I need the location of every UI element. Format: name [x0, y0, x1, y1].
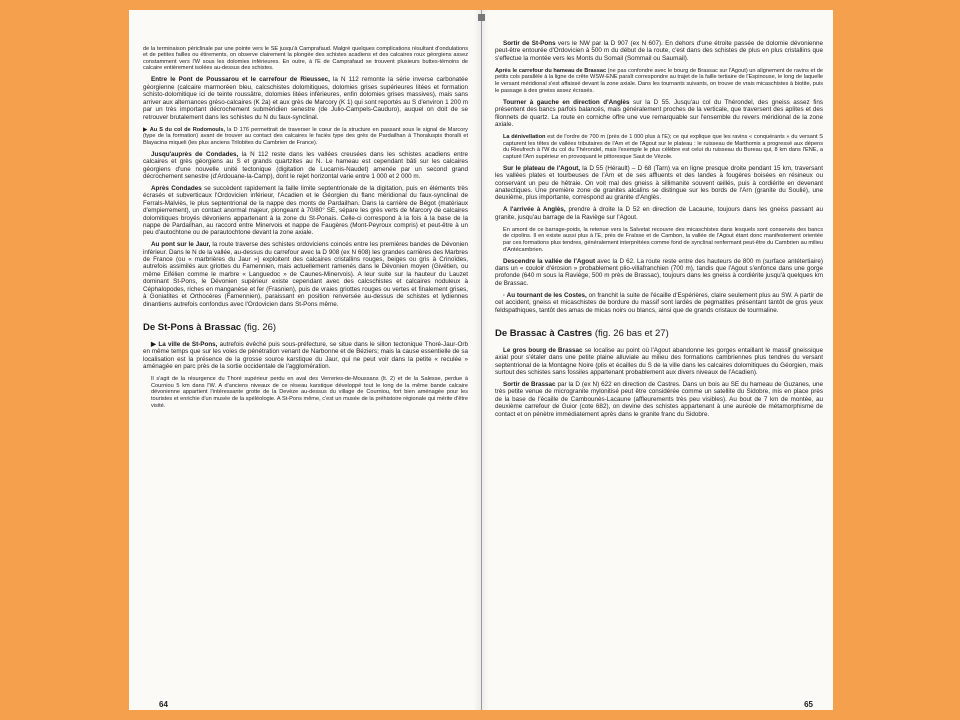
paragraph-lead: Après le carrefour du hameau de Brassac	[495, 67, 607, 74]
paragraph	[495, 292, 823, 314]
paragraph-text: on franchit la suite de l'écaille d'Espérières, claire seulement plus au SW. A partir de cet accident, gneiss et micaschistes de bordure du massif sont lardés de pegmatites présentant tantôt de gros yeux feldspathiques, tantôt des amas de micas noirs ou blancs, ainsi que de grands cristaux de tourmaline.	[495, 291, 823, 314]
paragraph-text: la N 112 remonte la série inverse carbonatée géorgienne (calcaire marmoréen bleu, calcschistes dolomitiques, dolomies grises supérieures litées et formation schisto-dolomitique ici de teinte roussâtre, dolomies litées inférieures, enfin dolomies grises massives), mais sans arriver aux alternances grésо-calcaires (K 2a) et aux grès de Marcory (K 1) qui sont reportés au S d'environ 1 200 m par un très important décrochement subméridien senestre (de Julio-Campels-Cauduro), auquel on doit de se retrouver brutalement dans les schistes du N du faux-synclinal.	[143, 76, 468, 121]
paragraph-lead: Après Condades	[151, 184, 202, 192]
paragraph	[495, 40, 823, 62]
paragraph-text: avec la D 62. La route reste entre des hauteurs de 800 m (surface antétertiaire) dans un « couloir d'érosion » probablement plio-villafranchien (700 m), tandis que l'Agout s'enfonce dans une gorge profonde (640 m sous la Raviège, 500 m près de Brassac), toujours dans les gneiss à cordiérite jusqu'à quelques km de Brassac.	[495, 257, 823, 287]
section-heading	[495, 328, 823, 339]
paragraph	[143, 46, 468, 72]
paragraph-lead: ▶ Au S du col de Rodomouls,	[143, 126, 226, 133]
paragraph-text: sur la D 55. Jusqu'au col du Thérondel, des gneiss assez fins présentent des bancs parfois balancés, mais généralement proches de la verticale, que traversent des aplites et des filonnets de quartz. La route en corniche offre une vue remarquable sur l'ensemble du revers méridional de la zone axiale.	[495, 98, 823, 128]
paragraph-lead: Au pont sur le Jaur,	[151, 241, 211, 249]
paragraph-text: se localise au point où l'Agout abandonne les gorges entaillant le massif gneissique axial pour s'étaler dans une petite plaine alluviale au milieu des formations cambriennes plus tendres du versant septentrional de la Montagne Noire (plis et écailles du S de la ville dans les calcaires dolomitiques du Géorgien, mais surtout des schistes sans fossiles appartenant probablement aux divers niveaux de l'Acadien).	[495, 346, 823, 377]
scanned-book-spread	[129, 10, 833, 710]
paragraph-lead: · Au tournant de les Costes,	[503, 291, 587, 299]
paragraph-text: Il s'agit de la résurgence du Thoré supérieur perdu en aval des Verreries-de-Moussans (lt. 2) et de la Salesse, perdue à Courniou 5 km dans l'W. A d'anciens niveaux de ce réseau karstique développé tout le long de la même bande calcaire dévonienne appartient l'intéressante grotte de la Devèze au-dessus du village de Courniou, fort bien aménagée pour les touristes et enrichie d'un musée de la spéléologie. A St-Pons même, c'est un musée de la préhistoire régionale qui mérite d'être visité.	[151, 376, 468, 409]
paragraph-lead: La dénivellation	[503, 133, 546, 140]
paragraph-text: de la terminaison périclinale par une pointe vers le SE jusqu'à Camprafaud. Malgré quelques complications résultant d'ondulations et de petites failles ou étirements, on observe clairement la plongée des schistes acadiens et des calcaires roux géorgiens assez constamment vers l'W sous les dolomies inférieures. En outre, à l'E de Camprafaud se trouvent plusieurs buttes-témoins de calcaire entièrement isolées au-dessus des schistes.	[143, 45, 468, 72]
section-heading	[143, 322, 468, 333]
paragraph-lead: Sortir de St-Pons	[503, 40, 556, 47]
left-page-text	[143, 10, 468, 409]
paragraph	[143, 151, 468, 181]
paragraph-text: la route traverse des schistes ordoviciens coincés entre les premières bandes de Dévonien inférieur. Dans le N de la vallée, au-dessus du carrefour avec la D 908 (ex N 608) les grandes carrières des Marbres de France (ou « marbrières du Jaur ») exploitent des calcaires cristallins rouges, beiges ou gris à Crinoïdes, autrefois assimilés aux griottes du Famennien, mais actuellement ramenés dans le Dévonien moyen (Givétien, ou même Eifélien comme le marbre « Languedoc » de Caunes-Minervois). A leur suite sur la hauteur du Lauzet dominant St-Pons, le Dévonien supérieur existe cependant avec des calcschistes et calcaires noduleux à Céphalopodes, riches en manganèse et fer (Frasnien), puis de vraies griottes rouges ou vertes et finalement grises, à Goniatites et Orthocères (Famennien), paraissant en position renversée au-dessus de schistes et lydiennes dinantiens autrefois confondus avec l'Ordovicien dans St-Pons même.	[143, 241, 468, 308]
right-page	[495, 10, 823, 710]
paragraph-text: est de l'ordre de 700 m (près de 1 000 plus à l'E); ce qui explique que les ravins « conquérants » du versant S capturent les têtes de vallées tributaires de l'Arn et de l'Agout sur le plateau : le ruisseau de Marthomis a progressé aux dépens du Rieufrech à l'W du col du Thérondel, mais l'exemple le plus célèbre est celui du ruisseau du Bureau qui, 8 km dans l'ENE, a capturé l'Arn supérieur en provoquant le pittoresque Saut de Vèzole.	[503, 133, 823, 160]
paragraph-lead: Sortir de Brassac	[503, 381, 556, 389]
paragraph-lead: Descendre la vallée de l'Agout	[503, 257, 596, 265]
paragraph	[143, 241, 468, 308]
paragraph-text: autrefois évêché puis sous-préfecture, se situe dans le sillon tectonique Thoré-Jaur-Orb en même temps que sur les voies de pénétration venant de Narbonne et de Béziers; mais la cause essentielle de sa localisation est la présence de la grosse source karstique du Jaur, qui ne peut voir dans la petite « reculée » aménagée en parc près de la sortie occidentale de l'agglomération.	[143, 340, 468, 371]
paragraph	[495, 68, 823, 94]
paragraph-lead: A l'arrivée à Anglès,	[503, 206, 566, 214]
binding-mark	[478, 14, 485, 21]
paragraph-lead: Tourner à gauche en direction d'Anglès	[503, 98, 630, 106]
paragraph-text: se succèdent rapidement la faille limite septentrionale de la digitation, puis en éléments très écrasés et subverticaux l'Ordovicien inférieur, l'Acadien et le Géorgien du flanc méridional du faux-synclinal de Ferrals-Malviès, le plus septentrional de la nappe des monts de Pardailhan. Dans la carrière de Bégot (matériaux d'empierrement), un contact anormal majeur, plongeant à 70/80° SE, sépare les grès verts de Marcory de calcaires dolomitiques broyés dévoniens appartenant à la zone du St-Ponais. Celle-ci correspond à la fois à la base de la nappe de Pardailhan, au raccord entre Minervois et nappe de Faugères (Mont-Peyroux compris) et peut-être à un peu d'autochtone ou de parautochtone devant la zone axiale.	[143, 184, 468, 237]
paragraph-lead: Sur le plateau de l'Agout,	[503, 164, 581, 172]
paragraph-text: la D 176 permettrait de traverser le cœur de la structure en passant sous le signal de Marcory (type de la formation) avant de trouver au contact des calcaires le faciès type des grès de Pardailhan à Thoraluspis thoralli et Blayacina miqueli (les plus anciens Trilobites du Cambrien de France).	[143, 126, 468, 146]
paragraph	[143, 341, 468, 371]
paragraph	[495, 381, 823, 418]
paragraph	[143, 185, 468, 237]
paragraph-text: la N 112 reste dans les vallées creusées dans les schistes acadiens entre calcaires et grès géorgiens au S et grands quartzites au N. Le hameau est cependant bâti sur les calcaires géorgiens d'une nouvelle unité tectonique (digitation de Lucarnis-Naudet) amenée par un second grand décrochement senestre (d'Ardouane-la-Camp), dont le rejet horizontal varie entre 1 000 et 2 000 m.	[143, 150, 468, 180]
section-figure-ref: (fig. 26)	[241, 321, 277, 333]
right-page-number: 65	[804, 699, 813, 709]
section-title: De Brassac à Castres	[495, 327, 593, 339]
paragraph-text: par la D (ex N) 622 en direction de Castres. Dans un bois au SE du hameau de Guzanes, une très petite venue de microgranite mylonitisé peut être considérée comme un satellite du Sidobre, mis en place près de la base de l'écaille de Cambounès-Lacaune (affleurements très peu visibles). Au bout de 7 km de montée, au deuxième carrefour de Guior (cote 682), on devine des schistes appartenant à une auréole de métamorphisme de contact et on pénètre immédiatement après dans le granite franc du Sidobre.	[495, 381, 823, 418]
paragraph	[495, 206, 823, 221]
left-page	[143, 10, 468, 710]
paragraph	[495, 227, 823, 253]
paragraph	[143, 127, 468, 147]
paragraph-text: prendre à droite la D 52 en direction de Lacaune, toujours dans les gneiss passant au granite, jusqu'au barrage de la Raviège sur l'Agout.	[495, 206, 823, 221]
paragraph-lead: Jusqu'auprès de Condades,	[151, 150, 239, 158]
paragraph	[495, 258, 823, 288]
page-gutter-divider	[481, 10, 482, 710]
paragraph	[143, 76, 468, 120]
left-page-number: 64	[159, 699, 168, 709]
paragraph-lead: Entre le Pont de Poussarou et le carrefour de Rieussec,	[151, 76, 330, 84]
paragraph	[495, 347, 823, 377]
paragraph	[495, 165, 823, 202]
section-figure-ref: (fig. 26 bas et 27)	[592, 327, 669, 339]
paragraph	[143, 376, 468, 409]
paragraph-lead: ▶ La ville de St-Pons,	[151, 340, 218, 348]
paragraph-text: En amont de ce barrage-poids, la retenue vers la Salvetat recouvre des micaschistes dans lesquels sont conservés des bancs de cipolins. Il en existe aussi plus à l'E, près de Fraïsse et de Cambon, la vallée de l'Agout étant donc manifestement orientée par ces formations plus tendres, généralement interprétées comme fond de synclinal renfermant peut-être du Cambrien au milieu d'Antécambrien.	[503, 226, 823, 253]
paragraph	[495, 99, 823, 129]
section-title: De St-Pons à Brassac	[143, 321, 242, 333]
paragraph-text: (ne pas confondre avec le bourg de Brassac sur l'Agout) un alignement de ravins et de petits cols parallèle à la ligne de crête WSW-ENE paraît correspondre au trajet de la faille tertiaire de l'Espinouse, le long de laquelle le versant méridional s'est affaissé devant la zone axiale. Dans les tournants suivants, on trouve de vrais micaschistes à biotite, puis le passage à des gneiss assez écrasés.	[495, 67, 823, 94]
paragraph	[495, 134, 823, 160]
right-page-text	[495, 10, 823, 418]
paragraph-text: vers le NW par la D 907 (ex N 607). En dehors d'une étroite passée de dolomie dévonienne peut-être entourée d'Ordovicien à 500 m du début de la route, c'est dans des schistes de plus en plus cristallins que s'effectue la montée vers les Monts du Somail (Sommail ou Saumail).	[495, 40, 823, 62]
paragraph-lead: Le gros bourg de Brassac	[503, 346, 583, 354]
paragraph-text: la D 55 (Hérault) – D 68 (Tarn) va en ligne presque droite pendant 15 km, traversant les vallées plates et tourbeuses de l'Arn et de ses affluents et des landes à fougères boisées en résineux ou conservant un peu de hêtraie. On voit mal des gneiss à sillimanite souvent œillés, puis à cordiérite en devenant anatectiques. Une première zone de granites alcalins se distingue sur les bords de l'Arn (granite du Soulié), une deuxième, plus importante, correspond au granite d'Anglès.	[495, 164, 823, 202]
